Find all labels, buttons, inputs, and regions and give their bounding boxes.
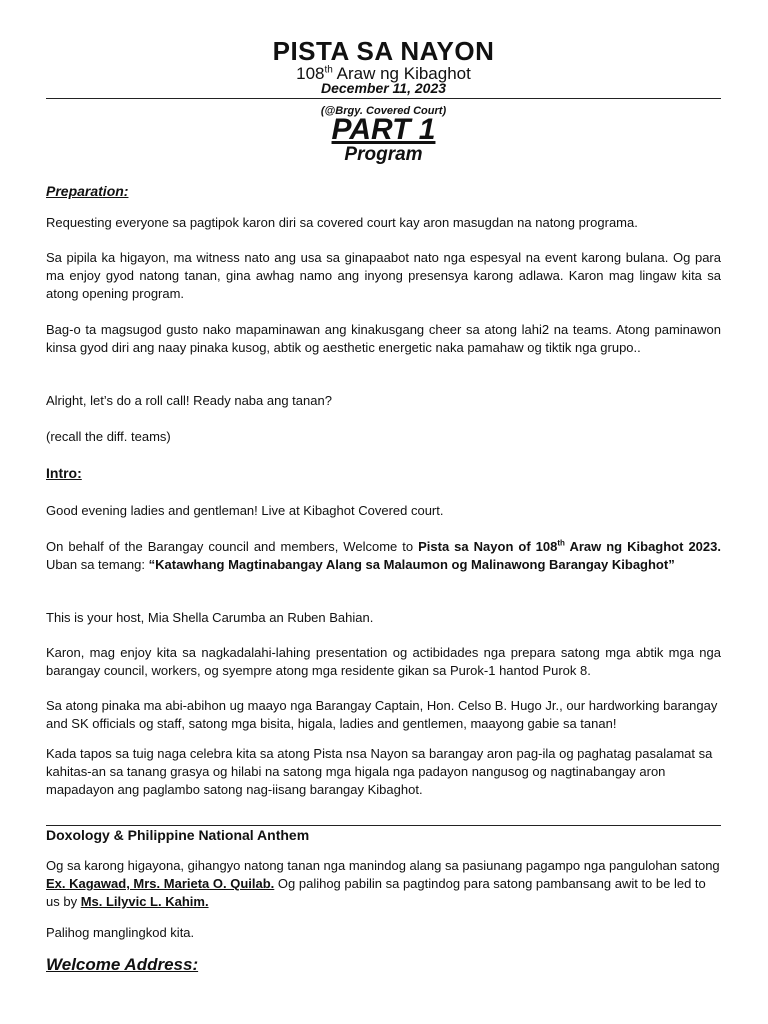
document-page (46, 0, 721, 1024)
preparation-paragraph-1: Requesting everyone sa pagtipok karon diri sa covered court kay aron masugdan na natong programa. (46, 215, 638, 230)
preparation-paragraph-5: (recall the diff. teams) (46, 429, 171, 444)
prayer-leader-name: Ex. Kagawad, Mrs. Marieta O. Quilab. (46, 876, 275, 891)
document-title: PISTA SA NAYON (272, 36, 495, 66)
preparation-paragraph-4: Alright, let’s do a roll call! Ready naba ang tanan? (46, 393, 332, 408)
section-divider (46, 825, 721, 826)
preparation-paragraph-3: Bag-o ta magsugod gusto nako mapaminawan ang kinakusgang cheer sa atong lahi2 na teams. Atong paminawon kinsa gyod diri ang naay pinaka kusog, abtik og aesthetic energetic naka pamahaw og tiktik nga grupo.. (46, 322, 721, 355)
part-heading: PART 1 (331, 113, 436, 146)
event-venue: (@Brgy. Covered Court) (320, 105, 447, 117)
doxology-heading: Doxology & Philippine National Anthem (46, 827, 310, 843)
intro-paragraph-6: Kada tapos sa tuig naga celebra kita sa atong Pista nsa Nayon sa barangay aron pag-ila og paghatag pasalamat sa kahitas-an sa tanang grasya og hilabi na satong mga higala nga padayon nangusog og nagtinabangay aron mapadayon ang paglambo satong nag-iisang barangay Kibaghot. (46, 746, 713, 797)
subtitle-text: Araw ng Kibaghot (332, 64, 471, 83)
intro-paragraph-4: Karon, mag enjoy kita sa nagkadalahi-lahing presentation og actibidades nga prepara satong mga abtik mga nga barangay council, workers, og syempre atong mga residente gikan sa Purok-1 hantod Purok 8. (46, 645, 721, 678)
intro-paragraph-1: Good evening ladies and gentleman! Live at Kibaghot Covered court. (46, 503, 444, 518)
intro-paragraph-5: Sa atong pinaka ma abi-abihon ug maayo nga Barangay Captain, Hon. Celso B. Hugo Jr., our hardworking barangay and SK officials og staff, satong mga bisita, higala, ladies and gentlemen, maayong gabie sa tanan! (46, 698, 718, 731)
subtitle-suffix: th (324, 64, 333, 76)
doxology-paragraph-2: Palihog manglingkod kita. (46, 925, 195, 940)
header-divider (46, 98, 721, 99)
event-date: December 11, 2023 (320, 80, 447, 96)
intro-paragraph-3: This is your host, Mia Shella Carumba an Ruben Bahian. (46, 610, 374, 625)
intro-paragraph-2: On behalf of the Barangay council and members, Welcome to Pista sa Nayon of 108th Araw ng Kibaghot 2023. Uban sa temang: “Katawhang Magtinabangay Alang sa Malaumon og Malinawong Barangay Kibaghot” (46, 538, 721, 572)
welcome-address-heading: Welcome Address: (46, 955, 199, 974)
subtitle-number: 108 (296, 64, 325, 83)
intro-heading: Intro: (46, 465, 82, 481)
doxology-paragraph-1: Og sa karong higayona, gihangyo natong tanan nga manindog alang sa pasiunang pagampo nga pangulohan satong Ex. Kagawad, Mrs. Marieta O. Quilab. Og palihog pabilin sa pagtindog para satong pambansang awit to be led to us by Ms. Lilyvic L. Kahim. (46, 858, 720, 909)
preparation-heading: Preparation: (46, 183, 129, 199)
preparation-paragraph-2: Sa pipila ka higayon, ma witness nato ang usa sa ginapaabot nato nga espesyal na event karong bulana. Og para ma enjoy gyod natong tanan, gina awhag namo ang inyong presensya karong adlawa. Karon mag lingaw kita sa atong opening program. (46, 250, 721, 301)
program-heading: Program (344, 144, 423, 165)
anthem-leader-name: Ms. Lilyvic L. Kahim. (80, 894, 209, 909)
